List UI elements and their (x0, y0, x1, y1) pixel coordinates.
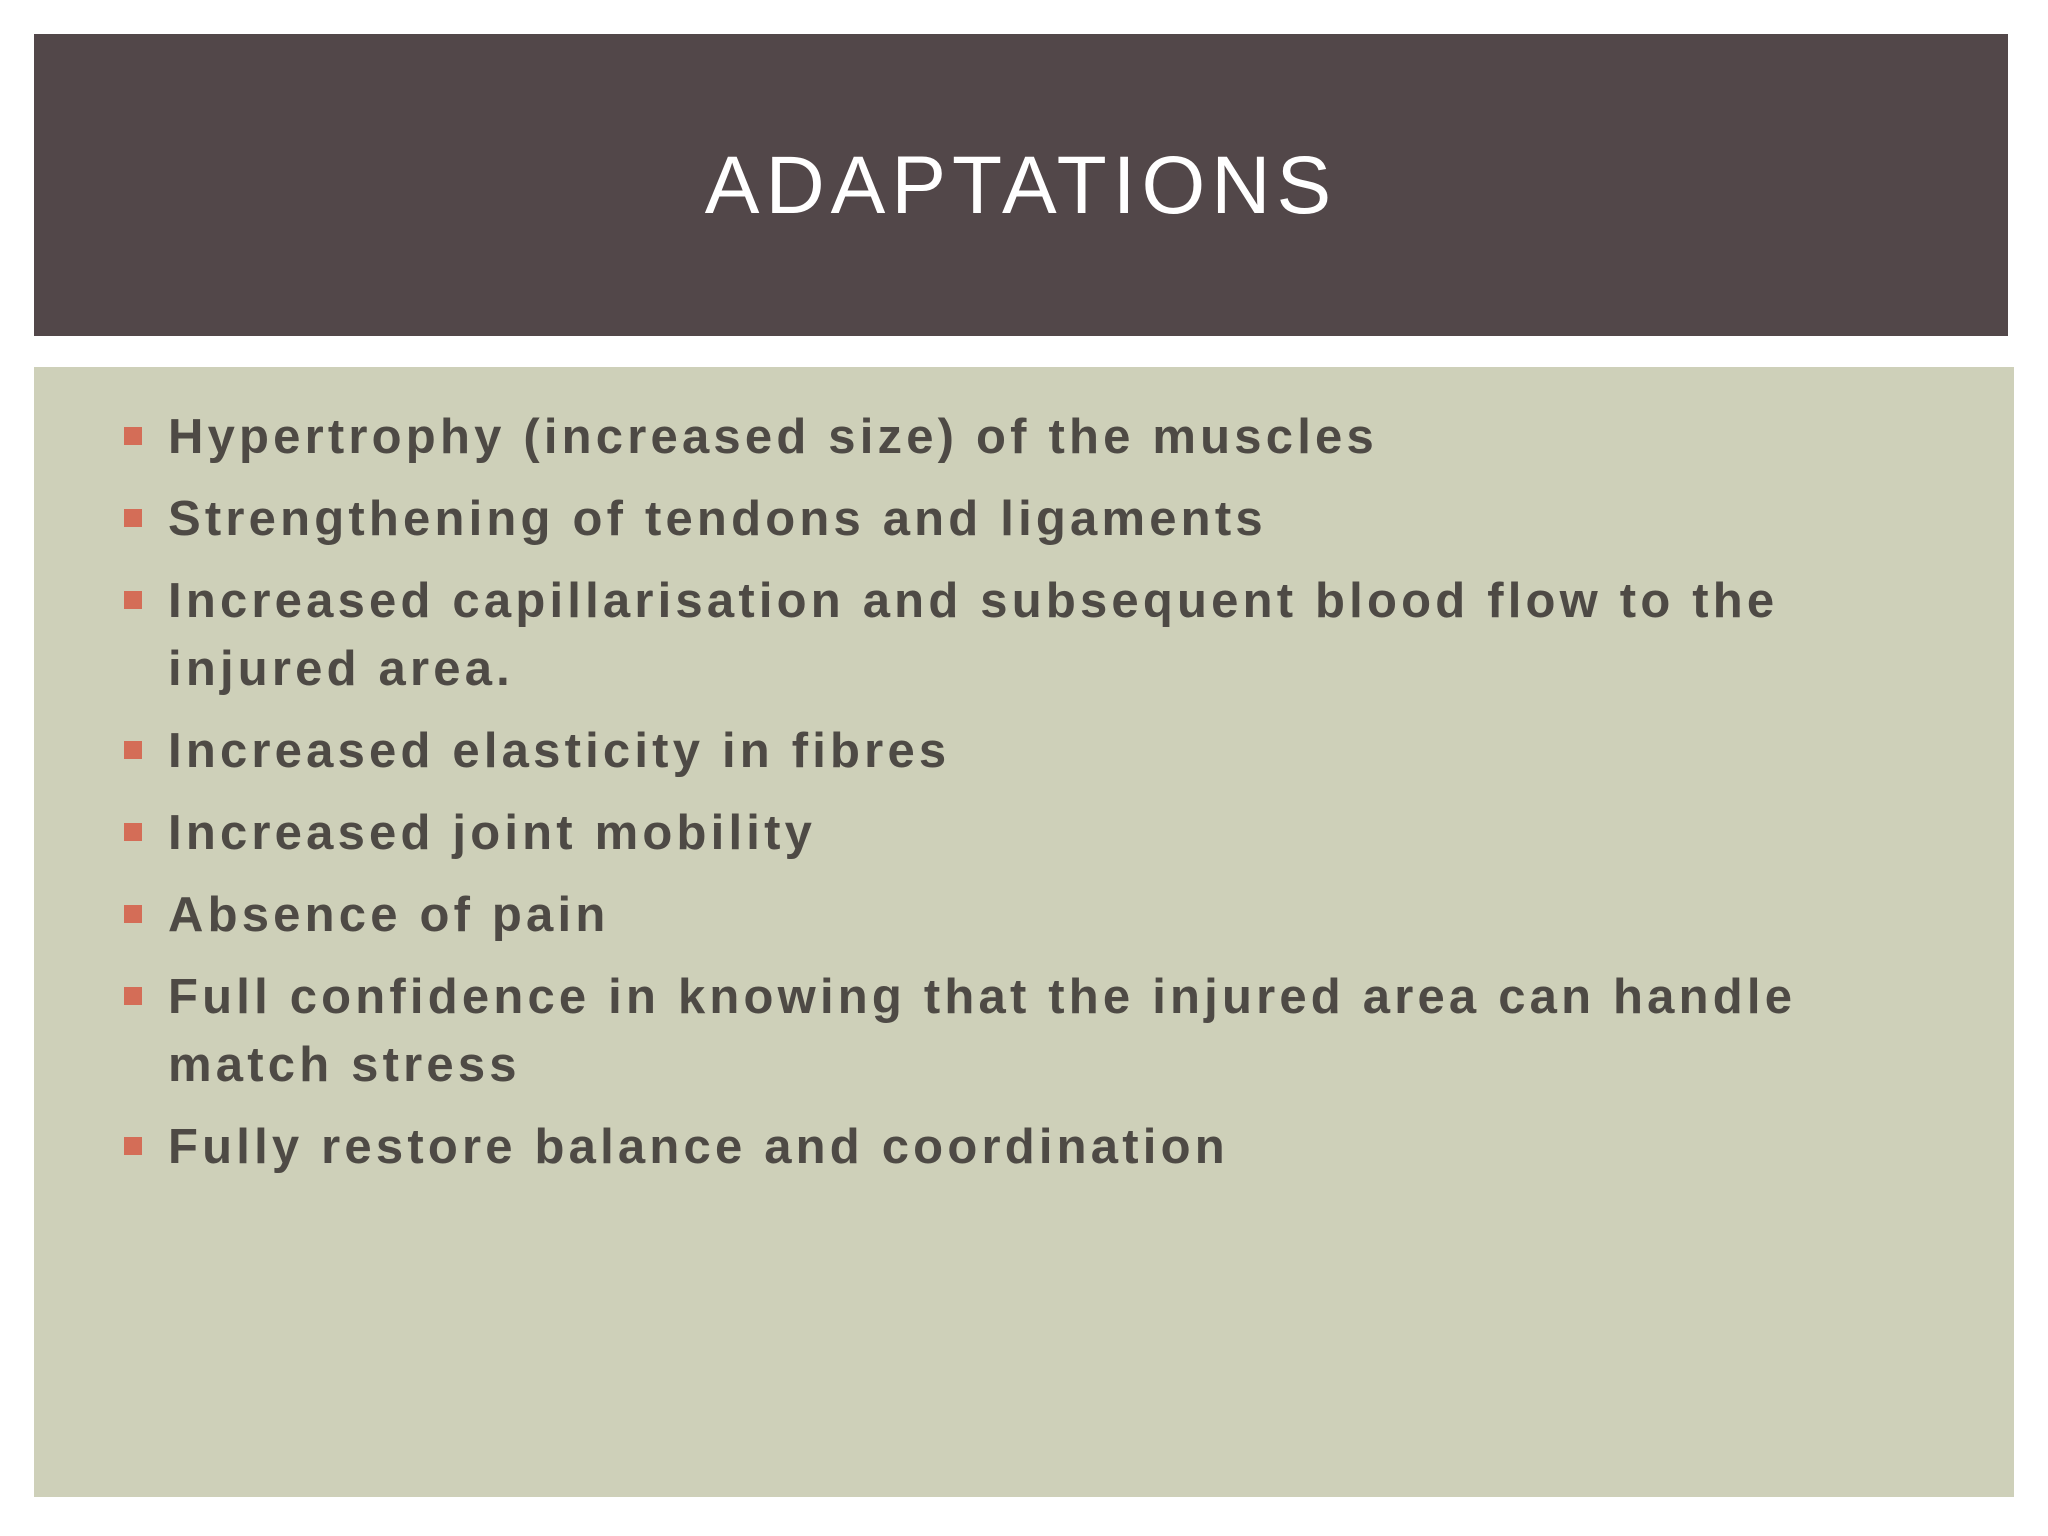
square-bullet-icon (124, 823, 142, 841)
bullet-list (124, 403, 1924, 1195)
bullet-text: Increased elasticity in fibres (168, 724, 951, 778)
title-bar (34, 34, 2008, 336)
square-bullet-icon (124, 905, 142, 923)
bullet-text: Hypertrophy (increased size) of the muscles (168, 410, 1378, 464)
bullet-text: Fully restore balance and coordination (168, 1120, 1229, 1174)
bullet-text: Absence of pain (168, 888, 610, 942)
bullet-item (124, 567, 1924, 703)
bullet-text: Strengthening of tendons and ligaments (168, 492, 1267, 546)
square-bullet-icon (124, 987, 142, 1005)
square-bullet-icon (124, 591, 142, 609)
content-panel (34, 367, 2014, 1497)
bullet-item (124, 881, 1924, 949)
bullet-item (124, 717, 1924, 785)
square-bullet-icon (124, 509, 142, 527)
square-bullet-icon (124, 427, 142, 445)
bullet-text: Full confidence in knowing that the injured area can handle match stress (168, 970, 1797, 1092)
bullet-text: Increased joint mobility (168, 806, 817, 860)
bullet-item (124, 403, 1924, 471)
square-bullet-icon (124, 1137, 142, 1155)
bullet-item (124, 485, 1924, 553)
bullet-item (124, 1113, 1924, 1181)
bullet-text: Increased capillarisation and subsequent blood flow to the injured area. (168, 574, 1779, 696)
slide-title: ADAPTATIONS (704, 140, 1338, 231)
bullet-item (124, 963, 1924, 1099)
bullet-item (124, 799, 1924, 867)
square-bullet-icon (124, 741, 142, 759)
